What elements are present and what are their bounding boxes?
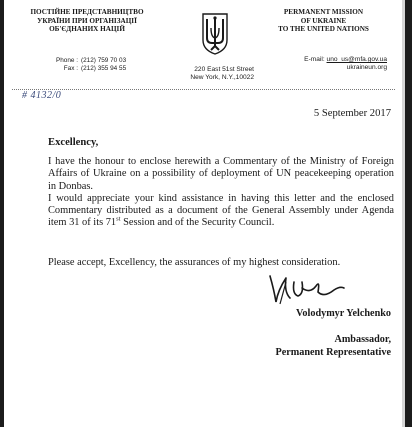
letter-page [4, 0, 405, 427]
letterhead-english [256, 8, 391, 34]
handwritten-signature [264, 268, 348, 310]
header-divider [12, 89, 395, 90]
letterhead-line: ПОСТІЙНЕ ПРЕДСТАВНИЦТВО [30, 8, 144, 16]
phone-number: (212) 759 70 03 [81, 57, 127, 64]
paragraph-2-text: I would appreciate your kind assistance in having this letter and the enclosed Commentary distributed as a document of the General Assembly under Agenda item 31 of its 71 [48, 192, 394, 229]
page-edge [402, 0, 405, 427]
paragraph-2-tail: Session and of the Security Council. [120, 217, 275, 229]
email-web-block [304, 56, 387, 73]
paragraph-1 [48, 156, 394, 193]
website-link[interactable]: ukraineun.org [346, 64, 387, 72]
signer-position: Permanent Representative [275, 347, 391, 358]
letter-date: 5 September 2017 [313, 108, 391, 119]
letterhead-line: TO THE UNITED NATIONS [278, 25, 369, 34]
letterhead-line: ОБ'ЄДНАНИХ НАЦІЙ [49, 25, 125, 34]
letterhead-line: УКРАЇНИ ПРИ ОРГАНІЗАЦІЇ [37, 16, 137, 25]
phone-fax-block [44, 57, 126, 74]
ordinal-suffix: st [116, 216, 121, 224]
letterhead-line: PERMANENT MISSION [283, 8, 364, 16]
email-link[interactable]: uno_us@mfa.gov.ua [326, 56, 387, 63]
phone-label: Phone : [55, 57, 78, 64]
fax-label: Fax : [63, 65, 78, 73]
address-line: 220 East 51st Street [194, 66, 254, 73]
paragraph-2 [48, 193, 394, 230]
email-label: E-mail: [304, 56, 325, 63]
handwritten-reference-number: # 4132/0 [22, 90, 62, 101]
address-line: New York, N.Y.,10022 [190, 74, 254, 82]
fax-number: (212) 355 94 55 [81, 65, 127, 73]
signer-name: Volodymyr Yelchenko [296, 308, 391, 319]
letterhead-ukrainian [12, 8, 162, 34]
closing-line: Please accept, Excellency, the assurances of my highest consideration. [48, 257, 341, 268]
salutation: Excellency, [48, 137, 99, 148]
letterhead-line: OF UKRAINE [300, 16, 347, 25]
letter-body [48, 156, 394, 230]
signer-title: Ambassador, [334, 334, 391, 345]
trident-emblem-icon [200, 10, 230, 56]
mission-address [174, 66, 254, 83]
paragraph-1-text: I have the honour to enclose herewith a Commentary of the Ministry of Foreign Affairs of Ukraine on a possibility of deployment of UN peacekeeping operation in Donbas. [48, 156, 394, 192]
